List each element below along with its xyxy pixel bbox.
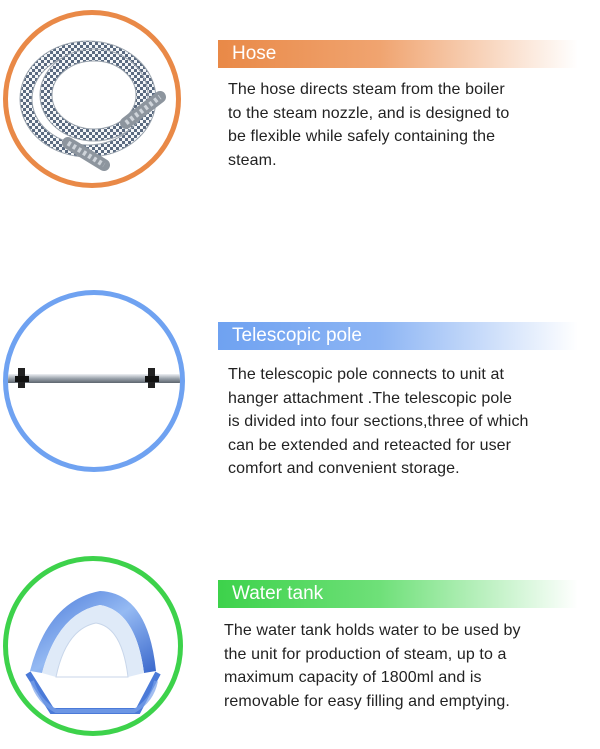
tank-description-line: removable for easy filling and emptying. bbox=[224, 692, 510, 710]
hose-title-bar bbox=[218, 40, 578, 68]
tank-description bbox=[224, 619, 579, 713]
pole-title: Telescopic pole bbox=[232, 325, 362, 346]
hose-description-line: steam. bbox=[228, 151, 277, 169]
pole-title-bar bbox=[218, 322, 578, 350]
pole-description-line: The telescopic pole connects to unit at bbox=[228, 366, 505, 383]
hose-image-circle bbox=[3, 10, 181, 188]
pole-description-line: is divided into four sections,three of which bbox=[228, 413, 529, 430]
hose-title: Hose bbox=[232, 43, 277, 64]
hose-description-line: be flexible while safely containing the bbox=[228, 128, 496, 145]
water-tank-section bbox=[0, 548, 600, 749]
pole-description bbox=[228, 363, 583, 481]
tank-description-line: maximum capacity of 1800ml and is bbox=[224, 669, 482, 686]
telescopic-pole-icon bbox=[8, 295, 180, 467]
telescopic-pole-section bbox=[0, 280, 600, 500]
hose-description-line: to the steam nozzle, and is designed to bbox=[228, 104, 510, 122]
hose-section bbox=[0, 0, 600, 250]
tank-title: Water tank bbox=[232, 583, 324, 604]
tank-description-line: The water tank holds water to be used by bbox=[224, 622, 521, 639]
hose-description bbox=[228, 78, 583, 172]
coiled-hose-icon bbox=[8, 15, 176, 183]
pole-description-line: hanger attachment .The telescopic pole bbox=[228, 389, 512, 407]
tank-description-line: the unit for production of steam, up to a bbox=[224, 645, 507, 663]
water-tank-icon bbox=[8, 561, 178, 731]
hose-description-line: The hose directs steam from the boiler bbox=[228, 81, 505, 98]
tank-title-bar bbox=[218, 580, 578, 608]
pole-description-line: can be extended and reteacted for user bbox=[228, 436, 512, 454]
tank-image-circle bbox=[3, 556, 183, 736]
pole-description-line: comfort and convenient storage. bbox=[228, 460, 460, 477]
pole-image-circle bbox=[3, 290, 185, 472]
